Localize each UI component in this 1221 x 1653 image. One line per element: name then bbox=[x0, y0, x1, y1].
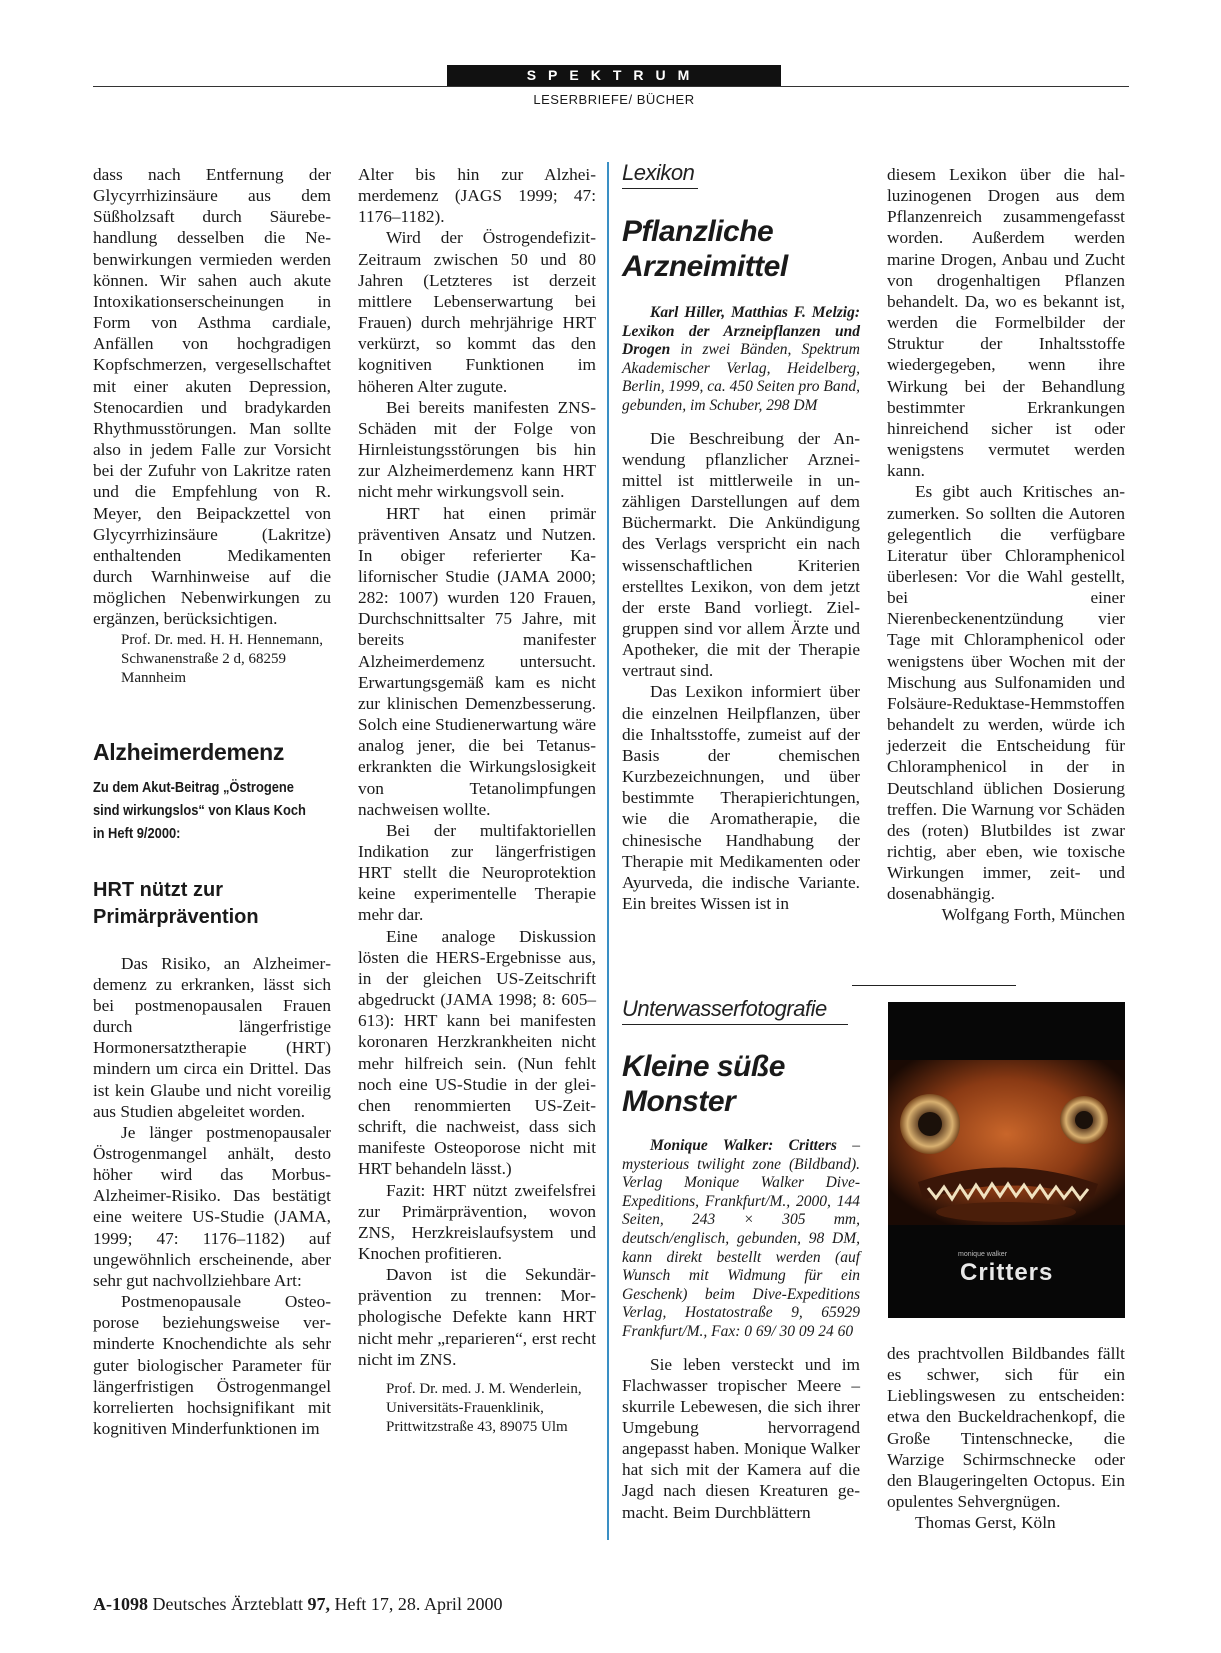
bibliography-lexikon bbox=[622, 304, 860, 416]
paragraph: HRT hat einen primär präventiven Ansatz und Nutzen. In obiger referierter Kalifornischer Studie (JAMA 2000; 282: 1007) wurden 120 Frauen, Durchschnittsalter 75 Jahre, mit bereits manifester Alzheimerdemenz untersucht. Erwartungsgemäß kam es nicht zur klinischen Demenzbesserung. Solch eine Studienerwartung wäre analog jener, die bei Tetanuserkrankten die Wirkungslosigkeit von Tetanolimpfungen nachweisen wollte. bbox=[358, 503, 596, 819]
paragraph: Wird der Östrogendefizit-Zeitraum zwischen 50 und 80 Jahren (Letzteres ist derzeit mittlere Lebenserwartung bei Frauen) durch mehrjährige HRT verkürzt, so kommt das den kognitiven Funktionen im höheren Alter zugute. bbox=[358, 228, 596, 396]
column-1 bbox=[93, 164, 331, 1439]
bibliography-authors: Karl Hiller, Matthias F. Melzig: Lexikon der Arzneipflanzen und Drogen bbox=[622, 304, 860, 359]
page-footer bbox=[93, 1594, 502, 1615]
journal-name: Deutsches Ärzteblatt bbox=[152, 1594, 303, 1614]
bibliography-critters bbox=[622, 1137, 860, 1342]
rubric-underline bbox=[622, 188, 698, 189]
cover-small-text: monique walker bbox=[958, 1251, 1008, 1258]
page-number: A-1098 bbox=[93, 1594, 148, 1614]
paragraph: Das Lexikon informiert über die einzelnen Heilpflanzen, über die Inhaltsstoffe, zumeist auf der Basis der chemischen Kurzbezeichnungen, und über bestimmte Therapierichtungen, wie die Aromatherapie, die chinesische Handhabung der Therapie mit Medikamenten oder Ayurveda, die indische Variante. Ein breites Wissen ist in bbox=[622, 682, 860, 913]
bibliography-details: in zwei Bänden, Spektrum Akademischer Verlag, Heidelberg, Berlin, 1999, ca. 450 Seiten pro Band, gebunden, im Schuber, 298 DM bbox=[622, 341, 860, 414]
paragraph: Das Risiko, an Alzheimerdemenz zu erkranken, lässt sich bei postmenopausalen Frauen durch längerfristige Hormonersatztherapie (HRT) mindern um circa ein Drittel. Das ist kein Glaube und nicht voreilig aus Studien abgeleitet worden. bbox=[93, 953, 331, 1121]
signature-hennemann: Prof. Dr. med. H. H. Hennemann, Schwanenstraße 2 d, 68259 Mannheim bbox=[121, 632, 324, 687]
book-cover-image bbox=[888, 1002, 1125, 1318]
paragraph: Bei bereits manifesten ZNS-Schäden mit der Folge von Hirnleistungsstörungen bis hin zur Alzheimerdemenz kann HRT nicht mehr wirkungsvoll sein. bbox=[358, 397, 596, 502]
title-pflanzliche-arzneimittel: Pflanzliche Arzneimittel bbox=[622, 215, 788, 283]
title-kleine-suesse-monster: Kleine süße Monster bbox=[622, 1050, 785, 1118]
subheading-hrt: HRT nützt zur Primärprävention bbox=[93, 878, 259, 928]
paragraph: Alter bis hin zur Alzheimerdemenz (JAGS 1999; 47: 1176–1182). bbox=[358, 165, 596, 227]
heading-alzheimerdemenz: Alzheimerdemenz bbox=[93, 739, 285, 766]
column-4-unterwasser bbox=[887, 1343, 1125, 1533]
cover-title-text: Critters bbox=[960, 1259, 1054, 1286]
unterwasser-rubric bbox=[622, 996, 860, 1025]
rubric-underline bbox=[622, 1024, 848, 1025]
letter-lead: Zu dem Akut-Beitrag „Östrogene sind wirkungslos“ von Klaus Koch in Heft 9/2000: bbox=[93, 778, 306, 842]
column-4-lexikon bbox=[887, 164, 1125, 926]
paragraph: Fazit: HRT nützt zweifelsfrei zur Primärprävention, wovon ZNS, Herzkreislaufsystem und Knochen profitieren. bbox=[358, 1180, 596, 1263]
paragraph: des prachtvollen Bildbandes fällt es schwer, sich für ein Lieblingswesen zu entscheiden: etwa den Buckeldrachenkopf, die Große Tintenschnecke, die Warzige Schirmschnecke oder den Blaugeringelten Octopus. Ein opulentes Sehvergnügen. bbox=[887, 1344, 1125, 1512]
paragraph: Postmenopausale Osteoporose beziehungsweise verminderte Knochendichte als sehr guter biologischer Parameter für längerfristigen Östrogenmangel korrelierten hochsignifikant mit kognitiven Minderfunktionen im bbox=[93, 1292, 331, 1439]
header-rule bbox=[93, 86, 1129, 87]
letter-end-text: dass nach Entfernung der Glycyrrhizinsäure aus dem Süßholzsaft durch Säurebehandlung desselben die Nebenwirkungen vermieden werden können. Wir sahen auch akute Intoxikationserscheinungen in Form von Asthma cardiale, Anfällen von hochgradigen Kopfschmerzen, vergesellschaftet mit einer akuten Depression, Stenocardien und bradykarden Rhythmusstörungen. Man sollte also in jedem Falle zur Vorsicht bei der Zufuhr von Lakritze raten und die Empfehlung von R. Meyer, den Beipackzettel von Glycyrrhizinsäure (Lakritze) enthaltenden Medikamenten durch Warnhinweise auf die möglichen Nebenwirkungen zu ergänzen, berücksichtigen. bbox=[93, 165, 331, 629]
signature-wenderlein: Prof. Dr. med. J. M. Wenderlein, Universitäts-Frauenklinik, Prittwitzstraße 43, 89075 Ulm bbox=[386, 1380, 582, 1435]
paragraph: Je länger postmenopausaler Östrogenmangel anhält, desto höher wird das Morbus-Alzheimer-Risiko. Das bestätigt eine weitere US-Studie (JAMA, 1999; 47: 1176–1182) auf ungewöhnlich erscheinende, aber sehr gut nachvollziehbare Art: bbox=[93, 1122, 331, 1290]
signature-gerst: Thomas Gerst, Köln bbox=[915, 1513, 1056, 1533]
rubric-label: Unterwasserfotografie bbox=[622, 996, 827, 1021]
column-3-unterwasser bbox=[622, 1049, 860, 1523]
subsection-label: LESERBRIEFE/ BÜCHER bbox=[533, 92, 695, 107]
signature-forth: Wolfgang Forth, München bbox=[941, 905, 1125, 925]
paragraph: Sie leben versteckt und im Flachwasser tropischer Meere – skurrile Lebewesen, die sich ihrer Umgebung hervorragend angepasst haben. Monique Walker hat sich mit der Kamera auf die Jagd nach diesen Kreaturen gemacht. Beim Durchblättern bbox=[622, 1354, 860, 1522]
paragraph: Davon ist die Sekundärprävention zu trennen: Morphologische Defekte kann HRT nicht mehr „reparieren“, erst recht nicht im ZNS. bbox=[358, 1265, 596, 1369]
section-bar: SPEKTRUM bbox=[447, 65, 781, 86]
lexikon-rubric bbox=[622, 160, 860, 189]
paragraph: Es gibt auch Kritisches anzumerken. So sollten die Autoren gelegentlich die verfügbare Literatur über Chloramphenicol überlesen: Vor die Wahl gestellt, bei einer Nierenbeckenentzündung vier Tage mit Chloramphenicol oder wenigstens über Wochen mit der Mischung aus Sulfonamiden und Folsäure-Reduktase-Hemmstoffen behandelt zu werden, würde ich jederzeit die Entscheidung für Chloramphenicol in der in Deutschland üblichen Dosierung treffen. Die Warnung vor Schäden des (roten) Blutbildes ist zwar richtig, aber eben, wie toxische Wirkungen immer, zeit- und dosenabhängig. bbox=[887, 482, 1125, 904]
column-divider bbox=[607, 162, 609, 1540]
column-2 bbox=[358, 164, 596, 1437]
rubric-label: Lexikon bbox=[622, 160, 695, 185]
paragraph: Bei der multifaktoriellen Indikation zur längerfristigen HRT stellt die Neuroprotektion keine experimentelle Therapie mehr dar. bbox=[358, 820, 596, 925]
paragraph: diesem Lexikon über die halluzinogenen Drogen aus dem Pflanzenreich zusammengefasst worden. Außerdem werden marine Drogen, Anbau und Zucht von drogenhaltigen Pflanzen behandelt. Da, wo es bekannt ist, werden die Formelbilder der Struktur der Inhaltsstoffe wiedergegeben, wenn ihre Wirkung bei der Behandlung bestimmter Erkrankungen hinreichend sicher ist oder wenigstens vermutet werden kann. bbox=[887, 165, 1125, 481]
column-3-lexikon bbox=[622, 214, 860, 914]
review-separator bbox=[852, 985, 1016, 986]
paragraph: Die Beschreibung der Anwendung pflanzlicher Arzneimittel ist mittlerweile in unzähligen Darstellungen auf dem Büchermarkt. Die Ankündigung des Verlags verspricht ein nach wissenschaftlichen Kriterien erstelltes Lexikon, von dem jetzt der erste Band vorliegt. Zielgruppen sind vor allem Ärzte und Apotheker, die mit der Therapie vertraut sind. bbox=[622, 428, 860, 681]
bibliography-details: – mysterious twilight zone (Bildband). Verlag Monique Walker Dive-Expeditions, Frankfurt/M., 2000, 144 Seiten, 243 × 305 mm, deutsch/englisch, gebunden, 98 DM, kann direkt bestellt werden (auf Wunsch mit Widmung für ein Geschenk) beim Dive-Expeditions Verlag, Hostatostraße 9, 65929 Frankfurt/M., Fax: 0 69/ 30 09 24 60 bbox=[622, 1137, 860, 1340]
bibliography-authors: Monique Walker: Critters bbox=[650, 1137, 837, 1154]
fish-face-icon bbox=[888, 1002, 1125, 1318]
paragraph: Eine analoge Diskussion lösten die HERS-Ergebnisse aus, in der gleichen US-Zeitschrift abgedruckt (JAMA 1998; 8: 605–613): HRT kann bei manifesten koronaren Herzkrankheiten nicht mehr hilfreich sein. (Nun fehlt noch eine US-Studie in der gleichen renommierten US-Zeitschrift, die nachweist, dass sich manifeste Osteoporose nicht mit HRT behandeln lässt.) bbox=[358, 926, 596, 1179]
journal-volume: 97, bbox=[307, 1594, 330, 1614]
journal-issue: Heft 17, 28. April 2000 bbox=[334, 1594, 503, 1614]
